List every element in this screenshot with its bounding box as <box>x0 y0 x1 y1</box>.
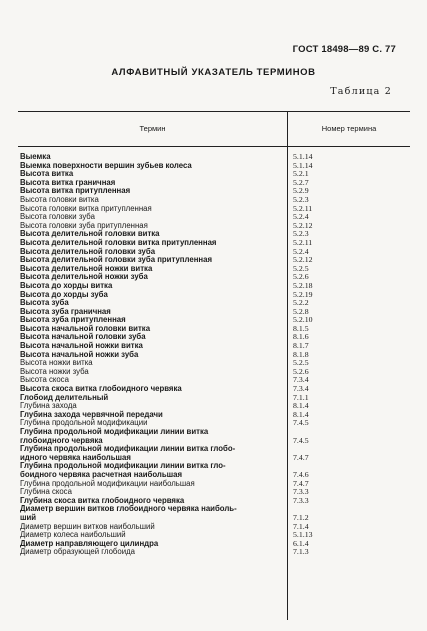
term-number-cell: 5.2.6 <box>293 366 309 376</box>
term-cell: Высота делительной ножки зуба <box>20 272 148 282</box>
term-number-cell: 7.3.4 <box>293 375 309 385</box>
term-cell: Выемка <box>20 152 51 161</box>
table-row <box>18 445 410 462</box>
term-number-cell: 5.2.12 <box>293 220 313 230</box>
term-number-cell: 5.2.5 <box>293 358 309 368</box>
column-header-number: Номер термина <box>321 124 377 133</box>
term-number-cell: 5.2.3 <box>293 194 309 204</box>
term-number-cell: 7.3.3 <box>293 487 309 497</box>
term-cell: Высота начальной ножки витка <box>20 341 143 351</box>
term-number-cell: 7.4.6 <box>293 469 309 479</box>
term-cell: Высота делительной головки витка <box>20 229 160 239</box>
table-body <box>18 153 410 557</box>
terms-table <box>18 111 410 620</box>
term-number-cell: 5.1.13 <box>293 530 313 540</box>
term-number-cell: 5.2.4 <box>293 212 309 222</box>
term-cell: Высота начальной ножки зуба <box>20 349 139 359</box>
term-cell: Высота зуба <box>20 298 69 308</box>
term-cell: Высота зуба граничная <box>20 306 111 316</box>
term-cell: Глубина продольной модификации линии витка глобоидного червяка <box>20 427 209 445</box>
term-number-cell: 5.2.3 <box>293 229 309 239</box>
term-number-cell: 7.1.4 <box>293 521 309 531</box>
term-cell: Глубина продольной модификации <box>20 418 148 428</box>
table-row <box>18 291 410 300</box>
term-cell: Высота зуба притупленная <box>20 315 126 325</box>
term-cell: Высота головки витка <box>20 194 99 204</box>
term-cell: Высота до хорды зуба <box>20 289 108 299</box>
table-header-row <box>18 112 410 147</box>
term-number-cell: 8.1.5 <box>293 323 309 333</box>
term-cell: Диаметр образующей глобоида <box>20 547 135 557</box>
column-header-term: Термин <box>139 124 166 133</box>
term-cell: Высота ножки зуба <box>20 366 89 376</box>
term-number-cell: 5.2.1 <box>293 169 309 179</box>
term-number-cell: 7.4.7 <box>293 452 309 462</box>
term-cell: Диаметр вершин витков наибольший <box>20 521 155 531</box>
term-cell: Высота головки зуба <box>20 212 95 222</box>
term-number-cell: 5.1.14 <box>293 160 313 170</box>
table-row <box>18 480 410 489</box>
term-number-cell: 5.2.6 <box>293 272 309 282</box>
term-cell: Глубина захода <box>20 401 77 411</box>
table-row <box>18 368 410 377</box>
term-cell: Глобоид делительный <box>20 392 109 402</box>
term-cell: Глубина скоса <box>20 487 72 497</box>
term-number-cell: 5.2.12 <box>293 255 313 265</box>
table-row <box>18 428 410 445</box>
term-cell: Высота делительной головки зуба притупленная <box>20 255 213 265</box>
term-cell: Глубина продольной модификации линии витка гло- боидного червяка расчетная наибольшая <box>20 461 226 479</box>
term-number-cell: 7.3.4 <box>293 384 309 394</box>
term-cell: Диаметр направляющего цилиндра <box>20 538 159 548</box>
term-number-cell: 7.1.2 <box>293 512 309 522</box>
term-number-cell: 8.1.7 <box>293 341 309 351</box>
term-cell: Высота витка граничная <box>20 177 116 187</box>
term-number-cell: 5.2.5 <box>293 263 309 273</box>
page-header-standard: ГОСТ 18498—89 С. 77 <box>292 44 396 55</box>
table-label: Таблица 2 <box>330 86 392 97</box>
term-cell: Выемка поверхности вершин зубьев колеса <box>20 160 192 170</box>
term-number-cell: 5.2.4 <box>293 246 309 256</box>
term-number-cell: 5.2.8 <box>293 306 309 316</box>
term-number-cell: 8.1.8 <box>293 349 309 359</box>
term-cell: Высота головки витка притупленная <box>20 203 152 213</box>
term-cell: Высота до хорды витка <box>20 280 113 290</box>
term-number-cell: 7.3.3 <box>293 495 309 505</box>
term-number-cell: 7.4.5 <box>293 435 309 445</box>
term-cell: Глубина продольной модификации наибольшая <box>20 478 195 488</box>
term-cell: Высота головки зуба притупленная <box>20 220 148 230</box>
term-number-cell: 8.1.4 <box>293 409 309 419</box>
term-number-cell: 5.1.14 <box>293 152 313 161</box>
term-number-cell: 8.1.6 <box>293 332 309 342</box>
table-row <box>18 505 410 522</box>
index-title: АЛФАВИТНЫЙ УКАЗАТЕЛЬ ТЕРМИНОВ <box>111 67 316 78</box>
term-cell: Высота начальной головки витка <box>20 323 151 333</box>
term-cell: Высота витка притупленная <box>20 186 131 196</box>
term-cell: Глубина скоса витка глобоидного червяка <box>20 495 185 505</box>
term-number-cell: 7.1.1 <box>293 392 309 402</box>
term-number-cell: 7.4.7 <box>293 478 309 488</box>
term-number-cell: 7.1.3 <box>293 547 309 557</box>
term-cell: Высота витка <box>20 169 74 179</box>
term-number-cell: 7.4.5 <box>293 418 309 428</box>
term-cell: Высота делительной головки витка притупленная <box>20 237 217 247</box>
term-number-cell: 5.2.11 <box>293 203 313 213</box>
term-cell: Высота скоса витка глобоидного червяка <box>20 384 182 394</box>
term-cell: Диаметр колеса наибольший <box>20 530 126 540</box>
term-cell: Диаметр вершин витков глобоидного червяка наиболь- ший <box>20 504 237 522</box>
table-row <box>18 548 410 557</box>
term-number-cell: 5.2.11 <box>293 237 313 247</box>
term-number-cell: 5.2.19 <box>293 289 313 299</box>
term-number-cell: 5.2.7 <box>293 177 309 187</box>
table-row <box>18 162 410 171</box>
term-number-cell: 5.2.9 <box>293 186 309 196</box>
term-number-cell: 6.1.4 <box>293 538 309 548</box>
term-cell: Высота скоса <box>20 375 69 385</box>
term-number-cell: 5.2.18 <box>293 280 313 290</box>
term-number-cell: 8.1.4 <box>293 401 309 411</box>
term-cell: Глубина захода червячной передачи <box>20 409 163 419</box>
term-cell: Высота делительной ножки витка <box>20 263 153 273</box>
term-number-cell: 5.2.2 <box>293 298 309 308</box>
term-cell: Глубина продольной модификации линии витка глобо- идного червяка наибольшая <box>20 444 236 462</box>
term-number-cell: 5.2.10 <box>293 315 313 325</box>
table-row <box>18 462 410 479</box>
term-cell: Высота делительной головки зуба <box>20 246 156 256</box>
term-cell: Высота ножки витка <box>20 358 93 368</box>
term-cell: Высота начальной головки зуба <box>20 332 146 342</box>
